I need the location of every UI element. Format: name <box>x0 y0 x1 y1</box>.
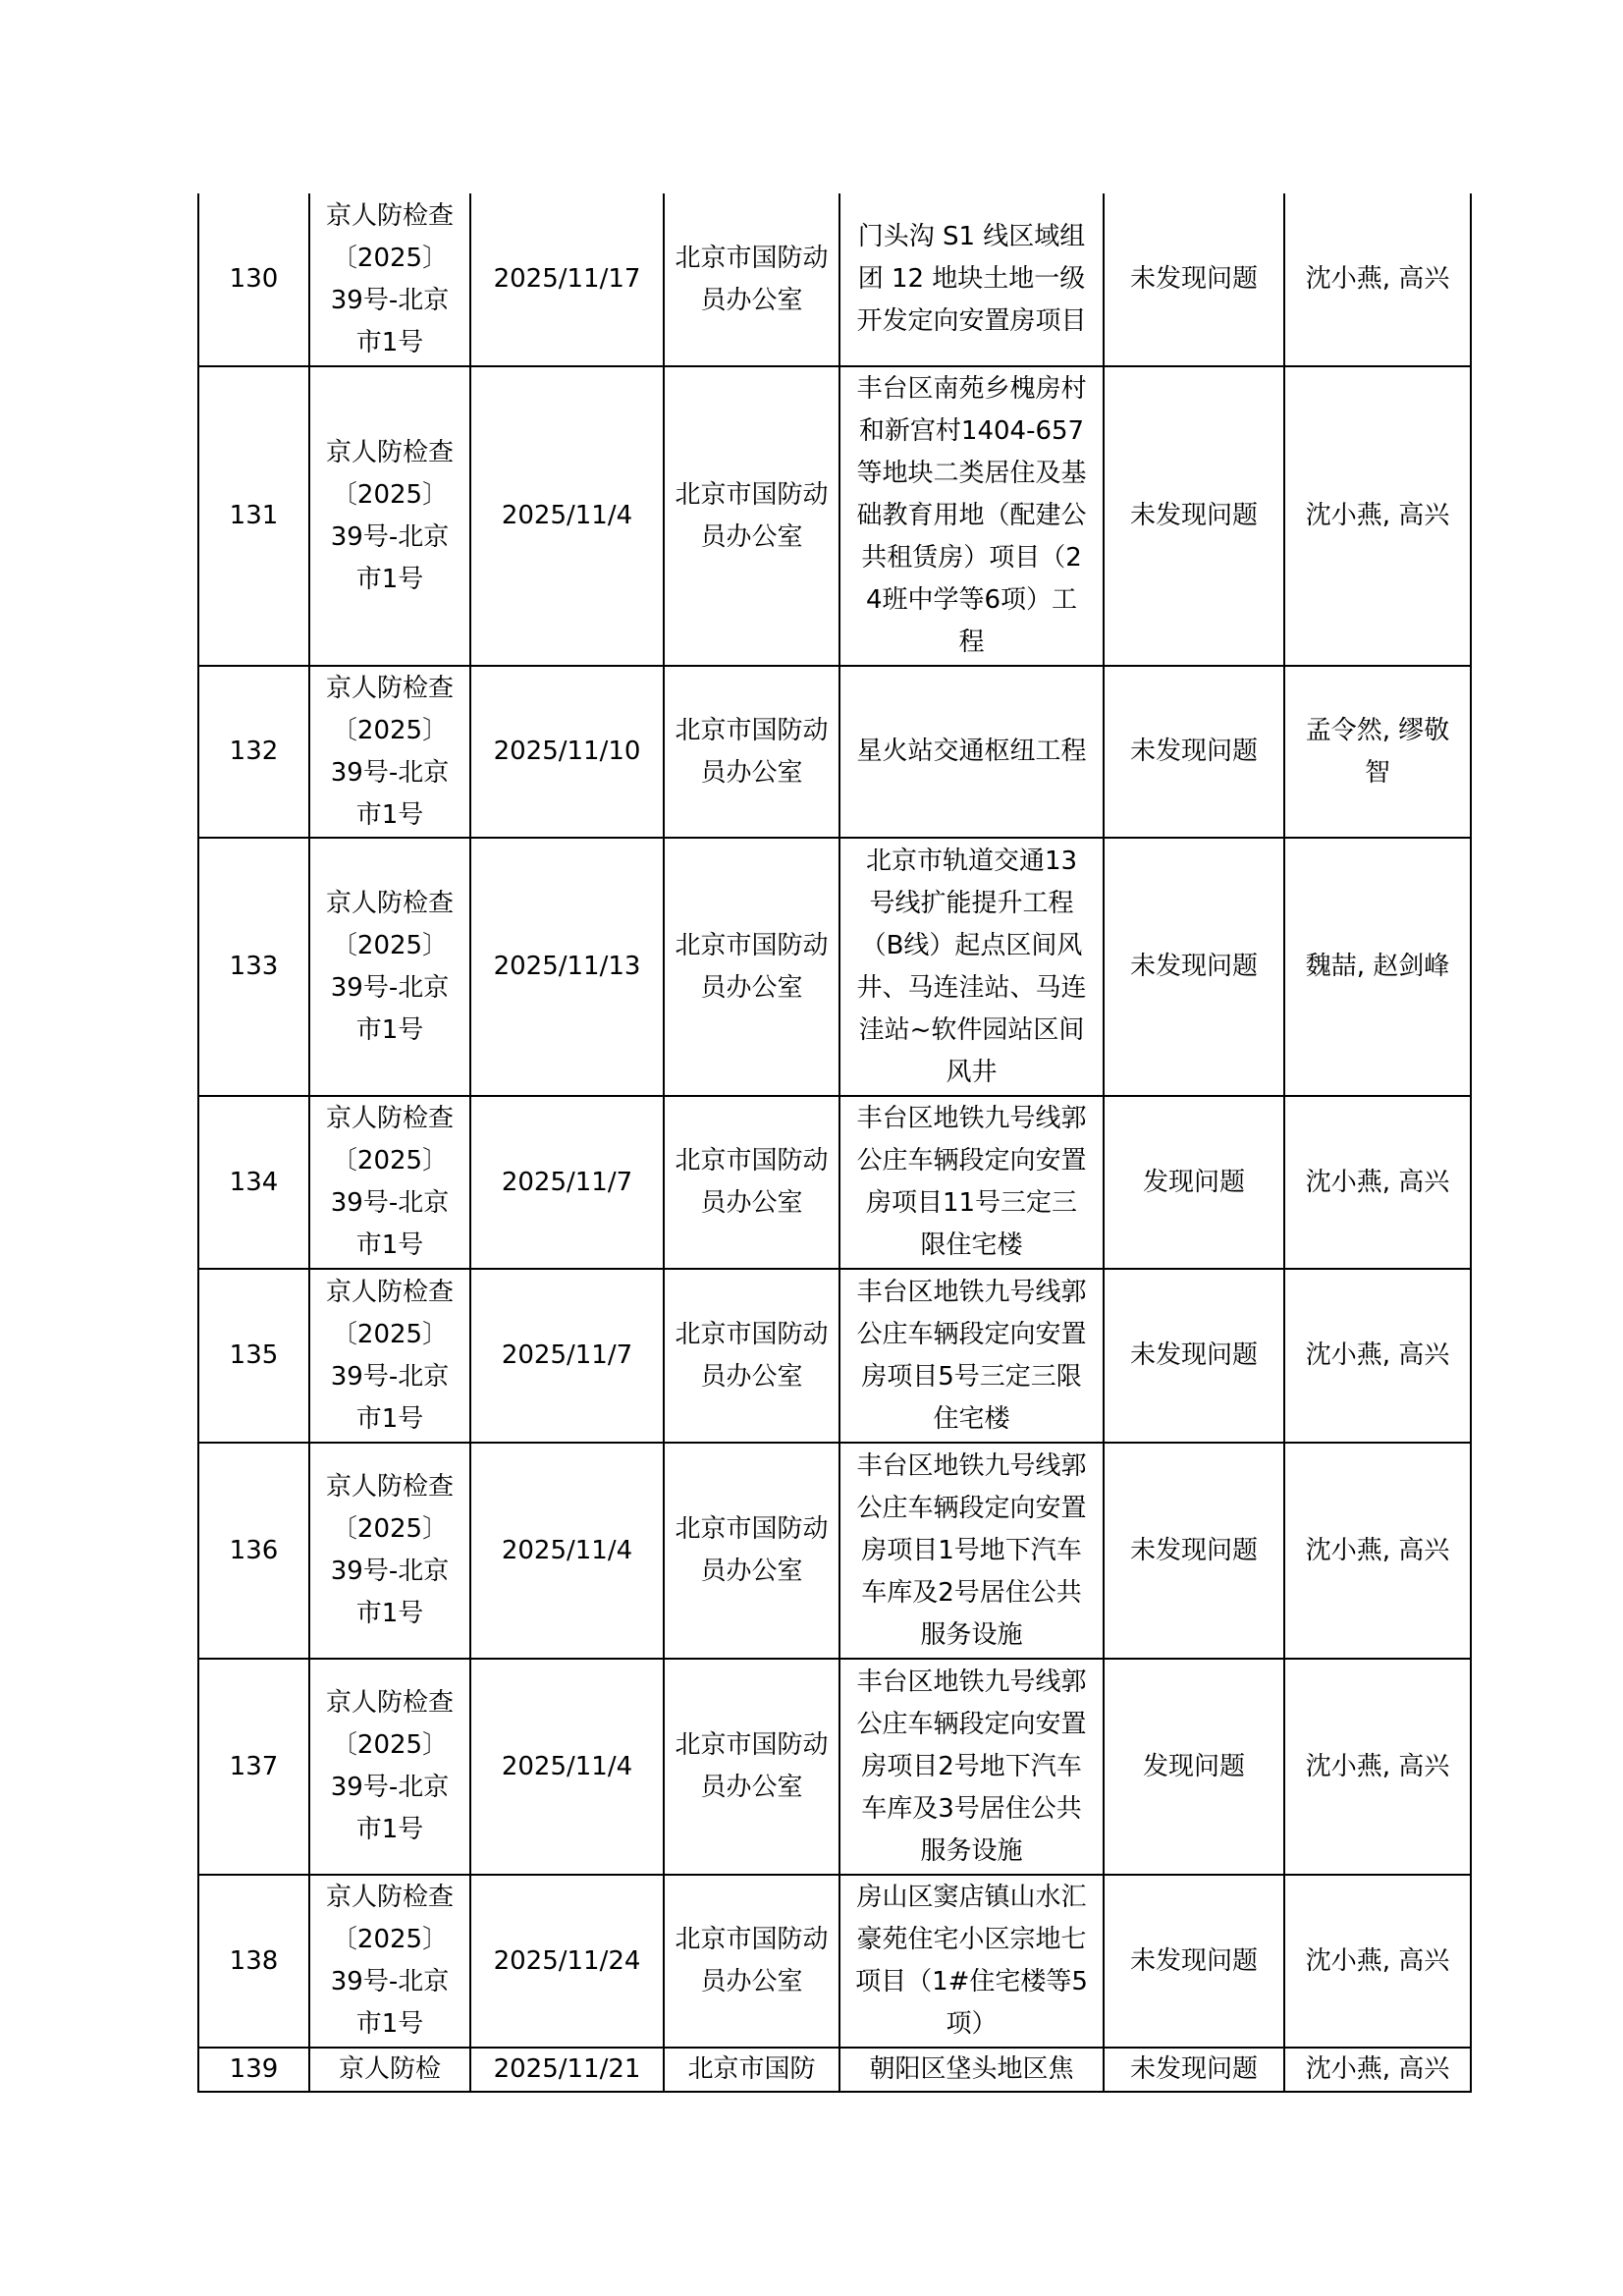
inspecting-organization: 北京市国防动员办公室 <box>664 1269 839 1443</box>
inspectors: 魏喆, 赵剑峰 <box>1284 838 1471 1096</box>
inspectors: 沈小燕, 高兴 <box>1284 1096 1471 1269</box>
inspectors: 沈小燕, 高兴 <box>1284 1269 1471 1443</box>
inspecting-organization: 北京市国防动员办公室 <box>664 1659 839 1875</box>
inspection-result: 发现问题 <box>1104 1659 1284 1875</box>
table-row <box>198 1875 1471 2048</box>
inspecting-organization: 北京市国防动员办公室 <box>664 366 839 666</box>
project-name: 丰台区地铁九号线郭公庄车辆段定向安置房项目2号地下汽车车库及3号居住公共服务设施 <box>839 1659 1104 1875</box>
inspecting-organization: 北京市国防动员办公室 <box>664 1096 839 1269</box>
project-name: 丰台区地铁九号线郭公庄车辆段定向安置房项目11号三定三限住宅楼 <box>839 1096 1104 1269</box>
inspecting-organization: 北京市国防动员办公室 <box>664 666 839 838</box>
row-number: 139 <box>198 2048 309 2092</box>
row-number: 136 <box>198 1443 309 1659</box>
row-number: 133 <box>198 838 309 1096</box>
document-number: 京人防检查〔2025〕39号-北京市1号 <box>309 1659 470 1875</box>
inspection-result: 未发现问题 <box>1104 366 1284 666</box>
inspecting-organization: 北京市国防动员办公室 <box>664 1443 839 1659</box>
inspectors: 沈小燕, 高兴 <box>1284 1875 1471 2048</box>
project-name: 丰台区地铁九号线郭公庄车辆段定向安置房项目5号三定三限住宅楼 <box>839 1269 1104 1443</box>
inspection-records-table <box>197 193 1472 2093</box>
table-row <box>198 366 1471 666</box>
inspection-result: 未发现问题 <box>1104 1269 1284 1443</box>
inspection-result: 未发现问题 <box>1104 1443 1284 1659</box>
inspection-date: 2025/11/4 <box>470 1659 664 1875</box>
table-row <box>198 1269 1471 1443</box>
document-number: 京人防检 <box>309 2048 470 2092</box>
document-number: 京人防检查〔2025〕39号-北京市1号 <box>309 193 470 366</box>
document-number: 京人防检查〔2025〕39号-北京市1号 <box>309 1875 470 2048</box>
project-name: 北京市轨道交通13号线扩能提升工程（B线）起点区间风井、马连洼站、马连洼站~软件园站区间风井 <box>839 838 1104 1096</box>
inspection-result: 发现问题 <box>1104 1096 1284 1269</box>
document-number: 京人防检查〔2025〕39号-北京市1号 <box>309 1269 470 1443</box>
inspection-date: 2025/11/7 <box>470 1096 664 1269</box>
inspecting-organization: 北京市国防动员办公室 <box>664 193 839 366</box>
table-row <box>198 2048 1471 2092</box>
row-number: 130 <box>198 193 309 366</box>
row-number: 131 <box>198 366 309 666</box>
table-row <box>198 666 1471 838</box>
inspection-date: 2025/11/13 <box>470 838 664 1096</box>
inspecting-organization: 北京市国防动员办公室 <box>664 1875 839 2048</box>
inspection-date: 2025/11/4 <box>470 366 664 666</box>
document-number: 京人防检查〔2025〕39号-北京市1号 <box>309 666 470 838</box>
project-name: 朝阳区垡头地区焦 <box>839 2048 1104 2092</box>
inspection-result: 未发现问题 <box>1104 666 1284 838</box>
inspection-date: 2025/11/4 <box>470 1443 664 1659</box>
table-row <box>198 193 1471 366</box>
inspection-date: 2025/11/10 <box>470 666 664 838</box>
table-row <box>198 838 1471 1096</box>
project-name: 门头沟 S1 线区域组团 12 地块土地一级开发定向安置房项目 <box>839 193 1104 366</box>
inspection-result: 未发现问题 <box>1104 1875 1284 2048</box>
inspection-date: 2025/11/24 <box>470 1875 664 2048</box>
project-name: 丰台区地铁九号线郭公庄车辆段定向安置房项目1号地下汽车车库及2号居住公共服务设施 <box>839 1443 1104 1659</box>
inspectors: 孟令然, 缪敬智 <box>1284 666 1471 838</box>
row-number: 134 <box>198 1096 309 1269</box>
inspection-date: 2025/11/21 <box>470 2048 664 2092</box>
inspecting-organization: 北京市国防动员办公室 <box>664 838 839 1096</box>
document-number: 京人防检查〔2025〕39号-北京市1号 <box>309 838 470 1096</box>
table-row <box>198 1443 1471 1659</box>
row-number: 138 <box>198 1875 309 2048</box>
inspecting-organization: 北京市国防 <box>664 2048 839 2092</box>
inspectors: 沈小燕, 高兴 <box>1284 2048 1471 2092</box>
table-row <box>198 1659 1471 1875</box>
inspectors: 沈小燕, 高兴 <box>1284 1659 1471 1875</box>
inspectors: 沈小燕, 高兴 <box>1284 193 1471 366</box>
project-name: 房山区窦店镇山水汇豪苑住宅小区宗地七项目（1#住宅楼等5项） <box>839 1875 1104 2048</box>
inspectors: 沈小燕, 高兴 <box>1284 366 1471 666</box>
row-number: 132 <box>198 666 309 838</box>
inspection-result: 未发现问题 <box>1104 2048 1284 2092</box>
inspection-result: 未发现问题 <box>1104 193 1284 366</box>
table-row <box>198 1096 1471 1269</box>
document-number: 京人防检查〔2025〕39号-北京市1号 <box>309 1096 470 1269</box>
project-name: 星火站交通枢纽工程 <box>839 666 1104 838</box>
inspection-date: 2025/11/17 <box>470 193 664 366</box>
row-number: 137 <box>198 1659 309 1875</box>
inspection-date: 2025/11/7 <box>470 1269 664 1443</box>
document-number: 京人防检查〔2025〕39号-北京市1号 <box>309 366 470 666</box>
row-number: 135 <box>198 1269 309 1443</box>
inspection-result: 未发现问题 <box>1104 838 1284 1096</box>
project-name: 丰台区南苑乡槐房村和新宫村1404-657等地块二类居住及基础教育用地（配建公共租赁房）项目（24班中学等6项）工程 <box>839 366 1104 666</box>
inspectors: 沈小燕, 高兴 <box>1284 1443 1471 1659</box>
document-number: 京人防检查〔2025〕39号-北京市1号 <box>309 1443 470 1659</box>
